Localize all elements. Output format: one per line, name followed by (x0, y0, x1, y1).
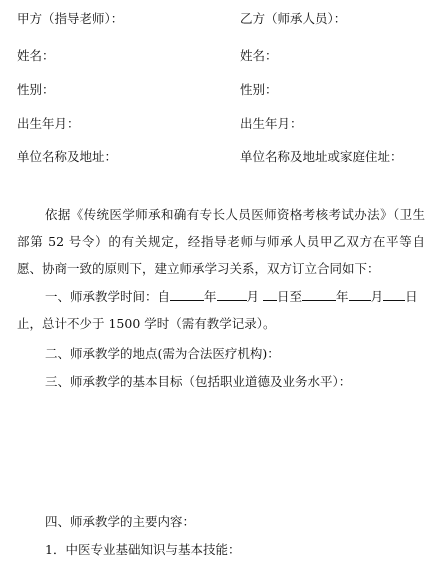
party-b-gender-label: 性别： (240, 82, 278, 97)
end-month-label: 月 (370, 289, 384, 304)
end-year-label: 年 (336, 289, 349, 304)
party-a-gender-label: 性别： (17, 82, 55, 97)
start-year-blank[interactable] (170, 288, 204, 301)
start-year-label: 年 (204, 289, 217, 304)
clause-1-prefix: 一、师承教学时间：自 (45, 289, 171, 304)
intro-paragraph: 依据《传统医学师承和确有专长人员医师资格考核考试办法》（卫生部第 52 号令）的有关规定，经指导老师与师承人员甲乙双方在平等自愿、协商一致的原则下，建立师承学习关系，双方订立合同如下： (17, 207, 425, 276)
end-year-blank[interactable] (302, 288, 336, 301)
item-1-basics: 1．中医专业基础知识与基本技能： (45, 542, 241, 557)
clause-1-time (45, 287, 418, 305)
party-b-name-label: 姓名： (240, 48, 278, 63)
clause-4-content: 四、师承教学的主要内容： (45, 514, 196, 529)
start-month-blank[interactable] (217, 288, 247, 301)
party-b-birth-label: 出生年月： (240, 116, 303, 131)
start-day-blank[interactable] (263, 288, 277, 301)
start-day-label: 日至 (277, 289, 303, 304)
party-b-org-label: 单位名称及地址或家庭住址： (240, 149, 403, 164)
party-a-birth-label: 出生年月： (17, 116, 80, 131)
party-a-title: 甲方（指导老师）： (17, 11, 124, 26)
party-a-org-label: 单位名称及地址： (17, 149, 118, 164)
clause-1-suffix: 止，总计不少于 1500 学时（需有教学记录）。 (17, 316, 276, 331)
party-a-name-label: 姓名： (17, 48, 55, 63)
clause-3-goals: 三、师承教学的基本目标（包括职业道德及业务水平）： (45, 374, 352, 389)
end-month-blank[interactable] (349, 288, 371, 301)
party-b-title: 乙方（师承人员）： (240, 11, 347, 26)
start-month-label: 月 (246, 289, 260, 304)
end-day-blank[interactable] (383, 288, 405, 301)
end-day-label: 日 (405, 289, 418, 304)
clause-2-location: 二、师承教学的地点(需为合法医疗机构)： (45, 346, 280, 361)
